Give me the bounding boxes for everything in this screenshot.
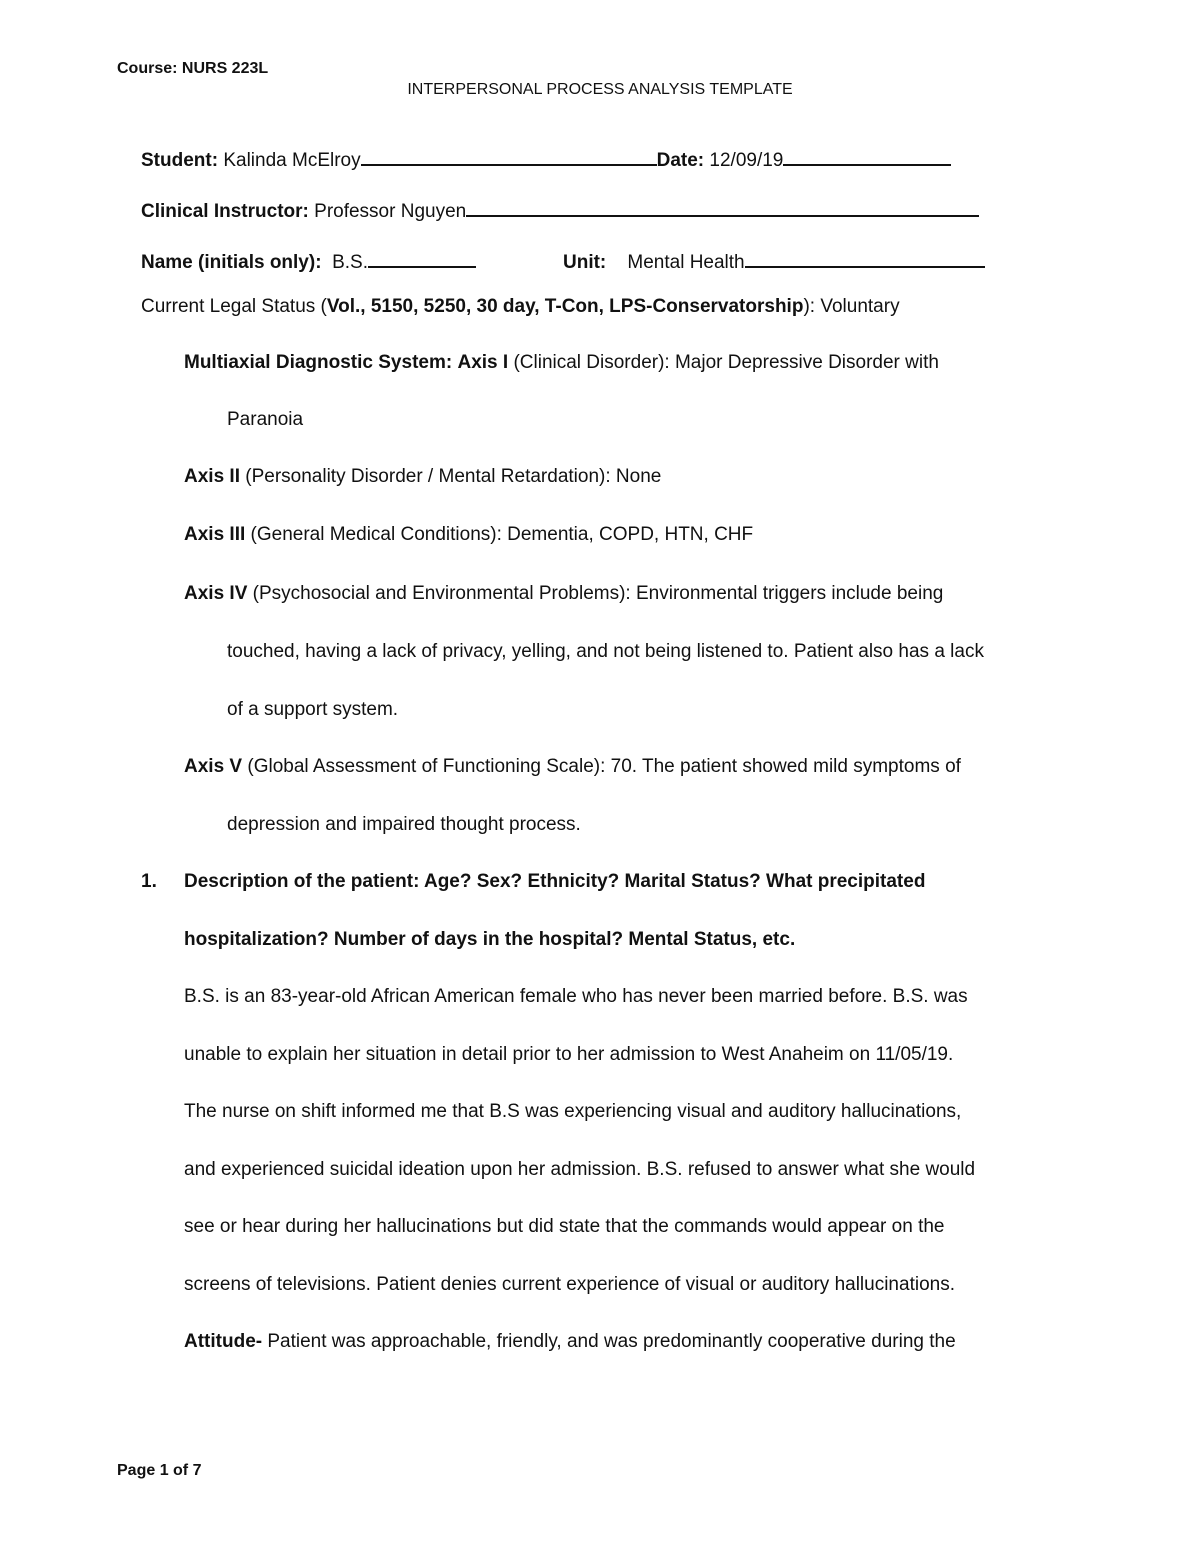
axis5-line-a bbox=[184, 756, 961, 778]
section1-para-line: see or hear during her hallucinations but did state that the commands would appear on the bbox=[184, 1216, 945, 1237]
axis5-text-a: (Global Assessment of Functioning Scale): 70. The patient showed mild symptoms of bbox=[247, 756, 961, 777]
name-row bbox=[141, 248, 476, 274]
student-value: Kalinda McElroy bbox=[223, 150, 361, 171]
axis5-text-b: depression and impaired thought process. bbox=[227, 814, 581, 835]
unit-label: Unit: bbox=[563, 252, 607, 273]
axis3-label: Axis III bbox=[184, 524, 246, 545]
attitude-text: Patient was approachable, friendly, and was predominantly cooperative during the bbox=[262, 1331, 956, 1352]
instructor-label: Clinical Instructor: bbox=[141, 201, 309, 222]
legal-label-close: ): bbox=[803, 296, 816, 317]
section1-para-line: unable to explain her situation in detail prior to her admission to West Anaheim on 11/05/19. bbox=[184, 1044, 954, 1065]
student-label: Student: bbox=[141, 150, 219, 171]
axis1-text-a: (Clinical Disorder): Major Depressive Disorder with bbox=[513, 352, 939, 373]
instructor-value: Professor Nguyen bbox=[314, 201, 467, 222]
name-label: Name (initials only): bbox=[141, 252, 322, 273]
attitude-label: Attitude- bbox=[184, 1331, 263, 1352]
unit-underline bbox=[745, 248, 985, 268]
axis1-line-a bbox=[184, 352, 939, 374]
instructor-underline bbox=[466, 197, 979, 217]
date-label: Date: bbox=[656, 150, 705, 171]
course-label: Course: NURS 223L bbox=[117, 60, 269, 77]
axis2-text: (Personality Disorder / Mental Retardation): None bbox=[245, 466, 662, 487]
axis4-text-b: touched, having a lack of privacy, yelling, and not being listened to. Patient also has a lack bbox=[227, 641, 984, 662]
instructor-row bbox=[141, 197, 979, 223]
axis2-label: Axis II bbox=[184, 466, 240, 487]
axis4-text-c: of a support system. bbox=[227, 699, 399, 720]
legal-status-row bbox=[141, 296, 900, 318]
document-title: INTERPERSONAL PROCESS ANALYSIS TEMPLATE bbox=[407, 81, 793, 98]
legal-label-options: Vol., 5150, 5250, 30 day, T-Con, LPS-Conservatorship bbox=[326, 296, 804, 317]
axis5-label: Axis V bbox=[184, 756, 243, 777]
legal-status-value: Voluntary bbox=[820, 296, 900, 317]
axis3-text: (General Medical Conditions): Dementia, COPD, HTN, CHF bbox=[250, 524, 754, 545]
axis1-text-b: Paranoia bbox=[227, 409, 304, 430]
section1-para-line: screens of televisions. Patient denies current experience of visual or auditory hallucinations. bbox=[184, 1274, 955, 1295]
unit-value: Mental Health bbox=[627, 252, 745, 273]
section1-para-line: and experienced suicidal ideation upon her admission. B.S. refused to answer what she would bbox=[184, 1159, 976, 1180]
student-date-row bbox=[141, 146, 951, 172]
section1-para-line: The nurse on shift informed me that B.S was experiencing visual and auditory hallucinations, bbox=[184, 1101, 962, 1122]
date-underline bbox=[783, 146, 951, 166]
axis3-line bbox=[184, 524, 753, 546]
section1-para-line: B.S. is an 83-year-old African American female who has never been married before. B.S. was bbox=[184, 986, 968, 1007]
student-underline bbox=[361, 146, 657, 166]
page-number: Page 1 of 7 bbox=[117, 1462, 202, 1479]
unit-row bbox=[563, 248, 985, 274]
attitude-line bbox=[184, 1331, 956, 1353]
section1-question-b: hospitalization? Number of days in the hospital? Mental Status, etc. bbox=[184, 929, 796, 950]
axis4-line-a bbox=[184, 583, 943, 605]
legal-label-open: Current Legal Status ( bbox=[141, 296, 327, 317]
name-value: B.S. bbox=[332, 252, 368, 273]
section1-number: 1. bbox=[141, 871, 157, 892]
axis1-label: Axis I bbox=[457, 352, 509, 373]
axis4-text-a: (Psychosocial and Environmental Problems): Environmental triggers include being bbox=[252, 583, 944, 604]
section1-question-a: Description of the patient: Age? Sex? Ethnicity? Marital Status? What precipitated bbox=[184, 871, 926, 892]
name-underline bbox=[368, 248, 476, 268]
axis4-label: Axis IV bbox=[184, 583, 248, 604]
axis2-line bbox=[184, 466, 661, 488]
date-value: 12/09/19 bbox=[709, 150, 784, 171]
multiaxial-label: Multiaxial Diagnostic System: bbox=[184, 352, 453, 373]
